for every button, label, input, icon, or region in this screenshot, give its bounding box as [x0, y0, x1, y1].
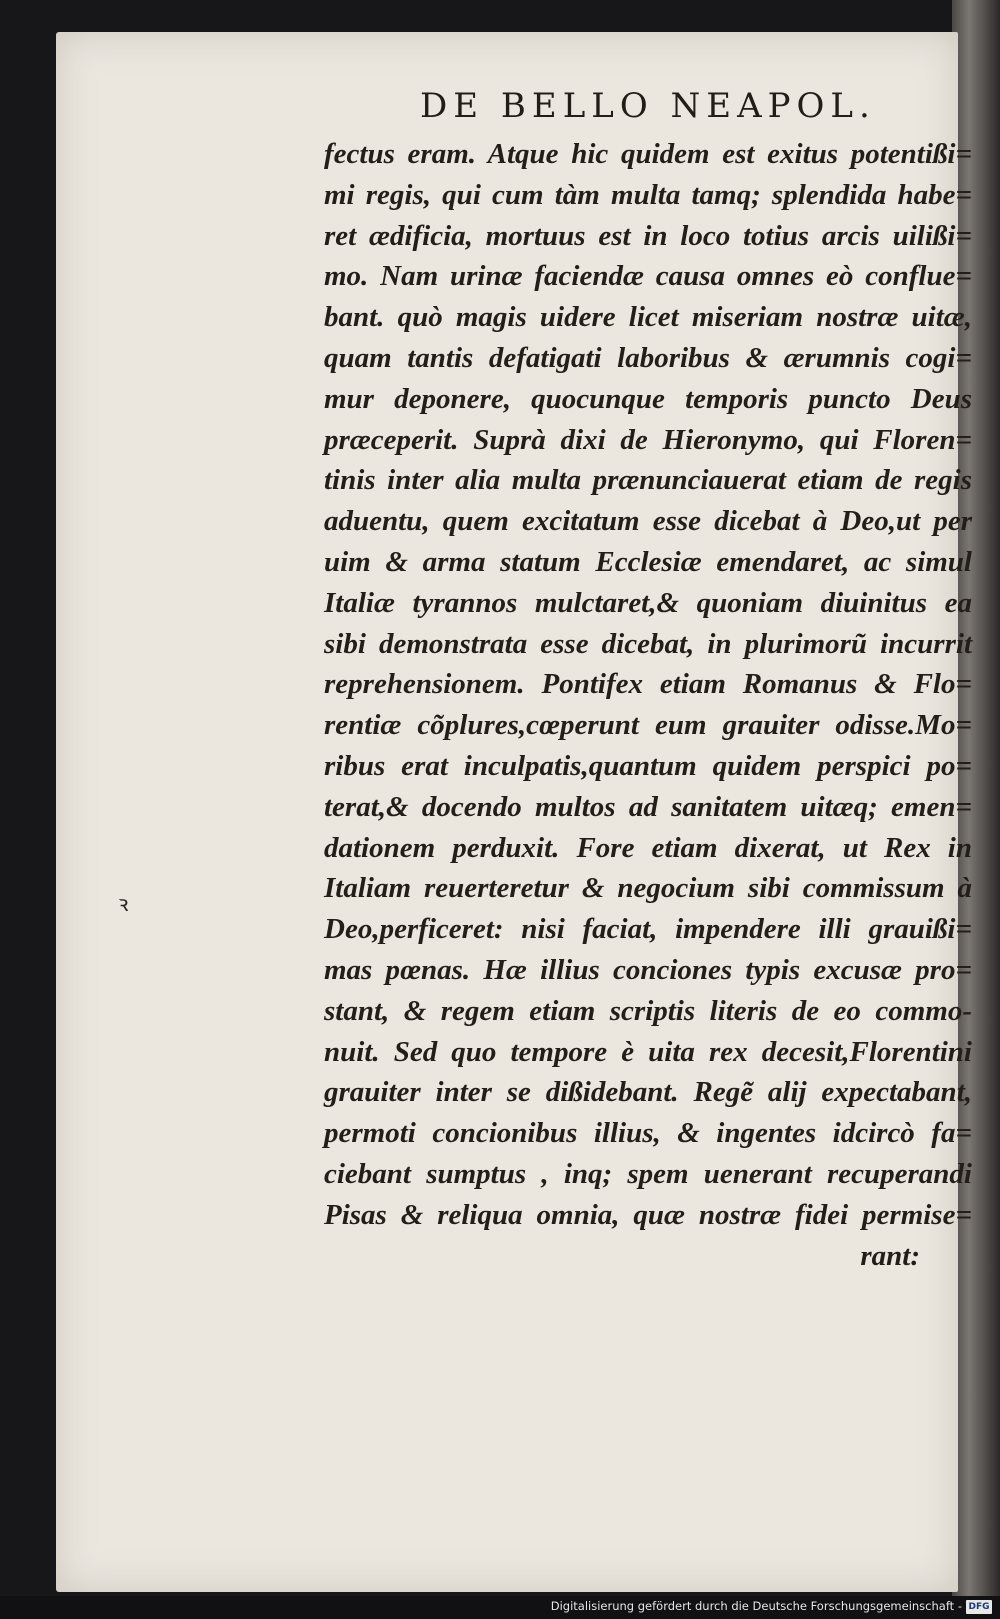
body-text: [324, 134, 972, 1276]
text-line: mas pœnas. Hæ illius conciones typis excusæ pro=: [324, 953, 972, 986]
text-line: ciebant sumptus , inq; spem uenerant recuperandi: [324, 1157, 972, 1190]
text-line: quam tantis defatigati laboribus & ærumnis cogi=: [324, 341, 972, 374]
text-line: Pisas & reliqua omnia, quæ nostræ fidei permise=: [324, 1198, 972, 1231]
text-line: Italiam reuerteretur & negocium sibi commissum à: [324, 872, 972, 905]
text-line: nuit. Sed quo tempore è uita rex decesit,Florentini: [324, 1035, 972, 1068]
text-line: grauiter inter se dißidebant. Regẽ alij expectabant,: [324, 1076, 972, 1109]
running-head: DE BELLO NEAPOL.: [420, 86, 876, 126]
text-line: fectus eram. Atque hic quidem est exitus potentißi=: [324, 138, 972, 170]
text-line: ribus erat inculpatis,quantum quidem perspici po=: [324, 749, 972, 782]
text-line: permoti concionibus illius, & ingentes idcircò fa=: [324, 1117, 972, 1150]
text-line: dationem perduxit. Fore etiam dixerat, ut Rex in: [324, 831, 972, 864]
text-line: mur deponere, quocunque temporis puncto Deus: [324, 382, 972, 415]
dfg-logo: DFG: [966, 1600, 992, 1614]
text-line: ret ædificia, mortuus est in loco totius arcis uilißi=: [324, 219, 972, 252]
text-line: tinis inter alia multa prænunciauerat etiam de regis: [324, 464, 972, 497]
text-line: Deo,perficeret: nisi faciat, impendere illi grauißi=: [324, 913, 972, 946]
text-line: aduentu, quem excitatum esse dicebat à Deo,ut per: [324, 505, 972, 538]
text-line: terat,& docendo multos ad sanitatem uitæq; emen=: [324, 790, 972, 823]
text-line: bant. quò magis uidere licet miseriam nostræ uitæ,: [324, 301, 972, 334]
text-line: sibi demonstrata esse dicebat, in plurimorũ incurrit: [324, 627, 972, 660]
text-line: uim & arma statum Ecclesiæ emendaret, ac simul: [324, 545, 972, 578]
catchword: rant:: [860, 1239, 920, 1272]
text-line: mo. Nam urinæ faciendæ causa omnes eò conflue=: [324, 260, 972, 293]
footer-credit: Digitalisierung gefördert durch die Deutsche Forschungsgemeinschaft -: [550, 1599, 962, 1613]
text-line: reprehensionem. Pontifex etiam Romanus & Flo=: [324, 668, 972, 701]
text-line: stant, & regem etiam scriptis literis de eo commo-: [324, 994, 972, 1027]
text-line: rentiæ cõplures,cœperunt eum grauiter odisse.Mo=: [324, 709, 972, 742]
text-line: Italiæ tyrannos mulctaret,& quoniam diuinitus ea: [324, 586, 972, 619]
margin-mark: ꝛ: [118, 892, 129, 917]
text-line: præceperit. Suprà dixi de Hieronymo, qui Floren=: [324, 423, 972, 456]
text-line: mi regis, qui cum tàm multa tamq; splendida habe=: [324, 178, 972, 211]
